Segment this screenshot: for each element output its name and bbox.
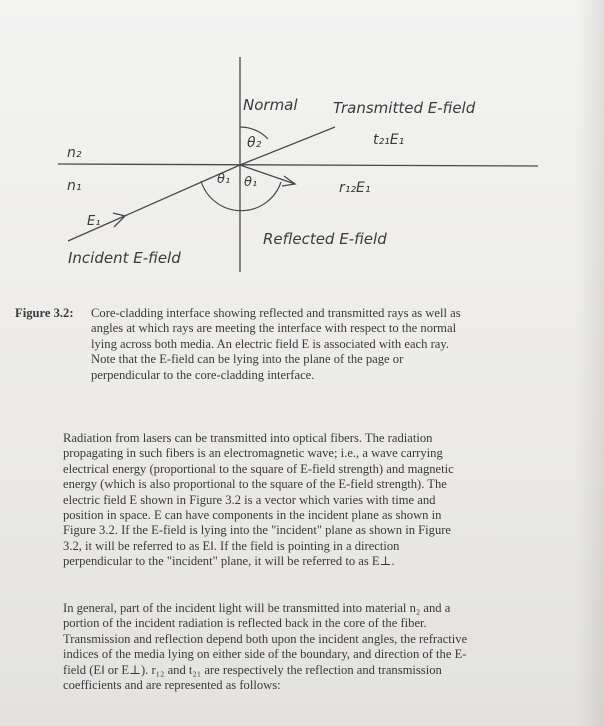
transmitted-e-field-label: Transmitted E-field <box>333 99 476 117</box>
paragraph-line: Radiation from lasers can be transmitted into optical fibers. The radiation <box>63 431 433 445</box>
caption-line: angles at which rays are meeting the interface with respect to the normal <box>91 321 457 336</box>
caption-line: Note that the E-field can be lying into the plane of the page or <box>91 352 404 367</box>
paragraph-line: Transmission and reflection depend both upon the incident angles, the refractive <box>63 631 468 646</box>
incident-ray <box>68 165 240 241</box>
body-paragraph-radiation <box>63 431 533 570</box>
e1-label: E₁ <box>87 214 101 229</box>
normal-label: Normal <box>243 96 298 114</box>
n1-label: n₁ <box>67 178 82 194</box>
paragraph-line: position in space. E can have components in the incident plane as shown in <box>63 508 442 523</box>
paragraph-line: coefficients and are represented as follows: <box>63 678 281 693</box>
figure-caption-label: Figure 3.2: <box>15 306 74 320</box>
incident-e-field-label: Incident E-field <box>68 249 181 267</box>
body-paragraph-transmission <box>63 601 533 693</box>
t21-label: t₂₁E₁ <box>373 132 405 148</box>
paragraph-line: indices of the media lying on either side of the boundary, and direction of the E- <box>63 647 467 662</box>
refraction-diagram <box>0 0 604 300</box>
reflected-e-field-label: Reflected E-field <box>263 230 387 248</box>
theta1-left-label: θ₁ <box>217 172 231 187</box>
theta1-arc <box>201 181 281 211</box>
paragraph-line: propagating in such fibers is an electromagnetic wave; i.e., a wave carrying <box>63 446 443 461</box>
paragraph-line: electric field E shown in Figure 3.2 is a vector which varies with time and <box>63 492 436 507</box>
paragraph-line: field (E‖ or E⊥). r₁₂ and t₂₁ are respectively the reflection and transmission <box>63 662 442 677</box>
n2-label: n₂ <box>67 145 82 161</box>
theta1-right-label: θ₁ <box>244 175 258 190</box>
paragraph-line: In general, part of the incident light will be transmitted into material n₂ and a <box>63 601 451 615</box>
figure-caption <box>15 306 530 383</box>
paragraph-line: 3.2, it will be referred to as E‖. If the field is pointing in a direction <box>63 538 400 553</box>
paragraph-line: Figure 3.2. If the E-field is lying into the "incident" plane as shown in Figure <box>63 523 452 538</box>
caption-line: Core-cladding interface showing reflected and transmitted rays as well as <box>91 306 461 320</box>
paragraph-line: portion of the incident radiation is reflected back in the core of the fiber. <box>63 616 427 631</box>
theta2-label: θ₂ <box>247 135 262 151</box>
paragraph-line: perpendicular to the "incident" plane, it will be referred to as E⊥. <box>63 554 395 569</box>
interface-line <box>58 164 538 166</box>
paragraph-line: electrical energy (proportional to the square of E-field strength) and magnetic <box>63 461 454 476</box>
figure-caption-text <box>15 306 530 383</box>
caption-line: lying across both media. An electric field E is associated with each ray. <box>91 336 449 351</box>
reflected-ray-arrow <box>282 176 295 186</box>
caption-line: perpendicular to the core-cladding interface. <box>91 367 315 382</box>
paragraph-line: energy (which is also proportional to the square of the E-field strength). The <box>63 477 447 492</box>
r12-label: r₁₂E₁ <box>339 180 371 196</box>
